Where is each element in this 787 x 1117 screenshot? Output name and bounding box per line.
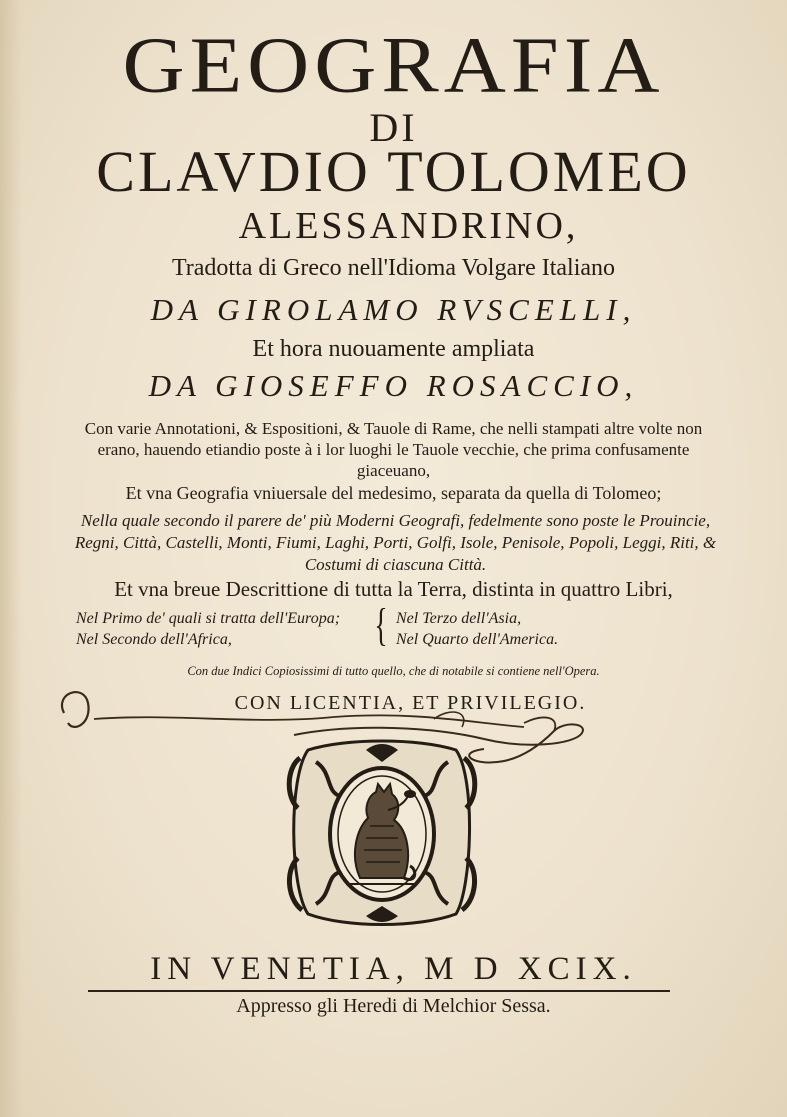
author-name: CLAVDIO TOLOMEO: [96, 139, 691, 204]
expansion-line: Et hora nuouamente ampliata: [252, 336, 535, 362]
modern-geographers-text: Nella quale secondo il parere de' più Moderni Geografi, fedelmente sono poste le Prouincie, Regni, Città, Castelli, Monti, Fiumi, Laghi, Porti, Golfi, Isole, Penisole, Popoli, Leggi, Riti, & Costumi di ciascuna Città.: [74, 511, 717, 574]
indici-line: Con due Indici Copiosissimi di tutto quello, che di notabile si contiene nell'Opera.: [187, 664, 600, 678]
book-fourth: Nel Quarto dell'America.: [396, 631, 559, 648]
printers-device: [286, 738, 478, 928]
book-first: Nel Primo de' quali si tratta dell'Europa;: [76, 610, 341, 627]
imprint-place-date: IN VENETIA, M D XCIX.: [150, 951, 637, 987]
book-second: Nel Secondo dell'Africa,: [76, 631, 232, 648]
books-list: [76, 599, 716, 652]
book-title: GEOGRAFIA: [122, 20, 665, 110]
author-origin: ALESSANDRINO,: [238, 205, 579, 247]
brace-icon: {: [374, 599, 388, 650]
short-description-line: Et vna breue Descrittione di tutta la Terra, distinta in quattro Libri,: [114, 577, 673, 601]
licentia-line: CON LICENTIA, ET PRIVILEGIO.: [234, 692, 587, 714]
imprint-rule: [88, 990, 670, 992]
book-third: Nel Terzo dell'Asia,: [396, 610, 522, 627]
imprint-printer: Appresso gli Heredi di Melchior Sessa.: [236, 995, 551, 1017]
cat-with-mouse-icon: [286, 738, 478, 928]
books-right-column: [396, 608, 558, 650]
description-text: Con varie Annotationi, & Espositioni, & Tauole di Rame, che nelli stampati altre volte non erano, hauendo etiandio poste à i lor luoghi le Tauole vecchie, che prima confusamente giaceuano,: [84, 419, 703, 480]
editor-name: DA GIOSEFFO ROSACCIO,: [148, 368, 639, 403]
books-left-column: [76, 608, 340, 650]
translator-name: DA GIROLAMO RVSCELLI,: [150, 292, 637, 327]
universal-geography-line: Et vna Geografia vniuersale del medesimo, separata da quella di Tolomeo;: [125, 483, 662, 503]
translation-line: Tradotta di Greco nell'Idioma Volgare Italiano: [171, 255, 616, 281]
title-di: DI: [369, 105, 418, 150]
